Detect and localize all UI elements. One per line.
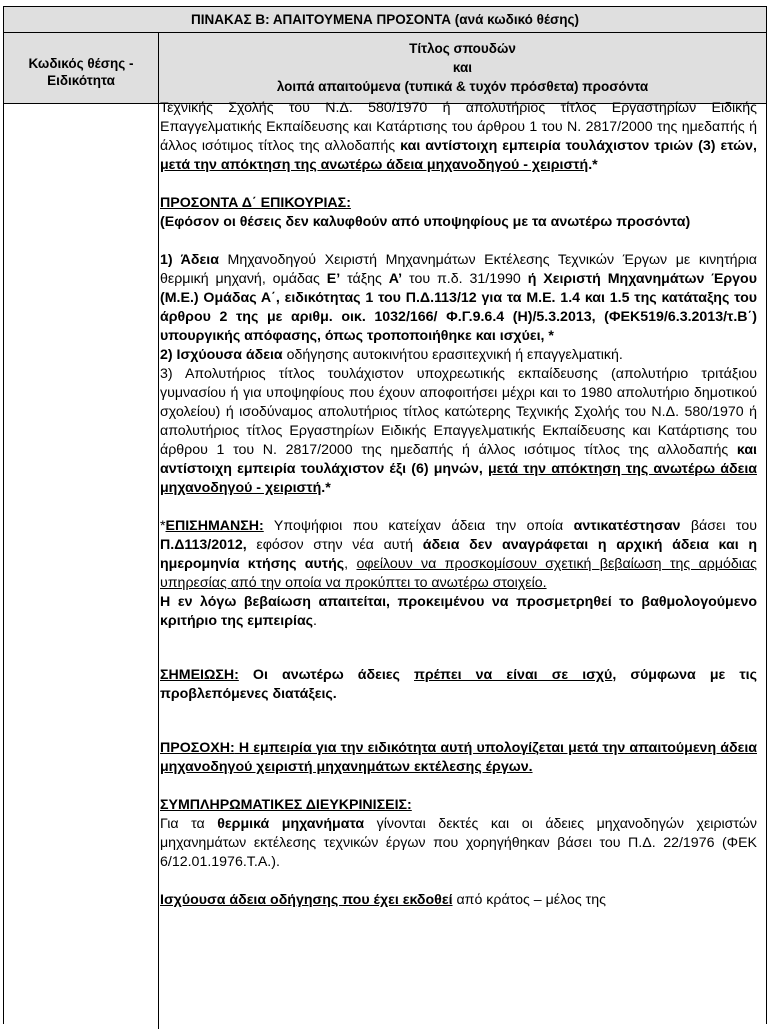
position-code-cell <box>4 104 159 1029</box>
section-heading-d: ΠΡΟΣΟΝΤΑ Δ΄ ΕΠΙΚΟΥΡΙΑΣ: <box>160 195 351 211</box>
note-certificate-paragraph: Η εν λόγω βεβαίωση απαιτείται, προκειμένου να προσμετρηθεί το βαθμολογούμενο κριτήριο της εμπειρίας. <box>160 594 757 629</box>
requirement-item-1: 1) Άδεια Μηχανοδηγού Χειριστή Μηχανημάτων Εκτέλεσης Τεχνικών Έργων με κινητήρια θερμική μηχανή, ομάδας Ε’ τάξης Α’ του π.δ. 31/1990 ή Χειριστή Μηχανημάτων Έργου (Μ.Ε.) Ομάδας Α΄, ειδικότητας 1 του Π.Δ.113/12 για τα Μ.Ε. 1.4 και 1.5 της κατάταξης του άρθρου 2 της με αριθμ. οικ. 1032/166/ Φ.Γ.9.6.4 (Η)/5.3.2013, (ΦΕΚ519/6.3.2013/τ.Β΄) υπουργικής απόφασης, όπως τροποποιήθηκε και ισχύει, * <box>160 252 757 344</box>
column-header-position-code: Κωδικός θέσης - Ειδικότητα <box>4 33 159 103</box>
paragraph-education-cont: Τεχνικής Σχολής του Ν.Δ. 580/1970 ή απολυτήριος τίτλος Εργαστηρίων Ειδικής Επαγγελματικής Εκπαίδευσης και Κατάρτισης του άρθρου 1 του Ν. 2817/2000 της ημεδαπής ή άλλος ισότιμος τίτλος της αλλοδαπής και αντίστοιχη εμπειρία τουλάχιστον τριών (3) ετών, μετά την απόκτηση της ανωτέρω άδεια μηχανοδηγού - χειριστή.* <box>160 100 757 173</box>
requirement-item-3: 3) Απολυτήριος τίτλος τουλάχιστον υποχρεωτικής εκπαίδευσης (απολυτήριο τριτάξιου γυμνασίου ή για υποψηφίους που έχουν αποφοιτήσει μέχρι και το 1980 απολυτήριο δημοτικού σχολείου) ή ισοδύναμος απολυτήριος τίτλος κατώτερης Τεχνικής Σχολής του Ν.Δ. 580/1970 ή απολυτήριος τίτλος Εργαστηρίων Ειδικής Επαγγελματικής Εκπαίδευσης και Κατάρτισης του άρθρου 1 του Ν. 2817/2000 της ημεδαπής ή άλλος ισότιμος τίτλος της αλλοδαπής και αντίστοιχη εμπειρία τουλάχιστον έξι (6) μηνών, μετά την απόκτηση της ανωτέρω άδεια μηχανοδηγού - χειριστή.* <box>160 366 757 496</box>
column-header-qualifications: Τίτλος σπουδών και λοιπά απαιτούμενα (τυπικά & τυχόν πρόσθετα) προσόντα <box>276 41 649 94</box>
license-paragraph: Ισχύουσα άδεια οδήγησης που έχει εκδοθεί από κράτος – μέλος της <box>160 892 606 908</box>
table-title: ΠΙΝΑΚΑΣ Β: ΑΠΑΙΤΟΥΜΕΝΑ ΠΡΟΣΟΝΤΑ (ανά κωδικό θέσης) <box>4 7 766 33</box>
table-header-row <box>4 33 766 104</box>
qualifications-cell <box>160 99 757 910</box>
requirement-item-2: 2) Ισχύουσα άδεια οδήγησης αυτοκινήτου ερασιτεχνική ή επαγγελματική. <box>160 347 623 363</box>
supplementary-heading: ΣΥΜΠΛΗΡΩΜΑΤΙΚΕΣ ΔΙΕΥΚΡΙΝΙΣΕΙΣ: <box>160 797 412 813</box>
note-paragraph: *ΕΠΙΣΗΜΑΝΣΗ: Υποψήφιοι που κατείχαν άδεια την οποία αντικατέστησαν βάσει του Π.Δ113/2012, εφόσον στην νέα αυτή άδεια δεν αναγράφεται η αρχική άδεια και η ημερομηνία κτήσης αυτής, οφείλουν να προσκομίσουν σχετική βεβαίωση της αρμόδιας υπηρεσίας από την οποία να προκύπτει το ανωτέρω στοιχείο. <box>160 518 757 591</box>
supplementary-paragraph: Για τα θερμικά μηχανήματα γίνονται δεκτές και οι άδειες μηχανοδηγών χειριστών μηχανημάτων εκτέλεσης τεχνικών έργων που χορηγήθηκαν βάσει του Π.Δ. 22/1976 (ΦΕΚ 6/12.01.1976.Τ.Α.). <box>160 816 757 870</box>
section-subheading-d: (Εφόσον οι θέσεις δεν καλυφθούν από υποψηφίους με τα ανωτέρω προσόντα) <box>160 214 691 230</box>
remark-paragraph: ΣΗΜΕΙΩΣΗ: Οι ανωτέρω άδειες πρέπει να είναι σε ισχύ, σύμφωνα με τις προβλεπόμενες διατάξεις. <box>160 667 757 702</box>
caution-paragraph: ΠΡΟΣΟΧΗ: Η εμπειρία για την ειδικότητα αυτή υπολογίζεται μετά την απαιτούμενη άδεια μηχανοδηγού χειριστή μηχανημάτων εκτέλεσης έργων. <box>160 740 757 775</box>
